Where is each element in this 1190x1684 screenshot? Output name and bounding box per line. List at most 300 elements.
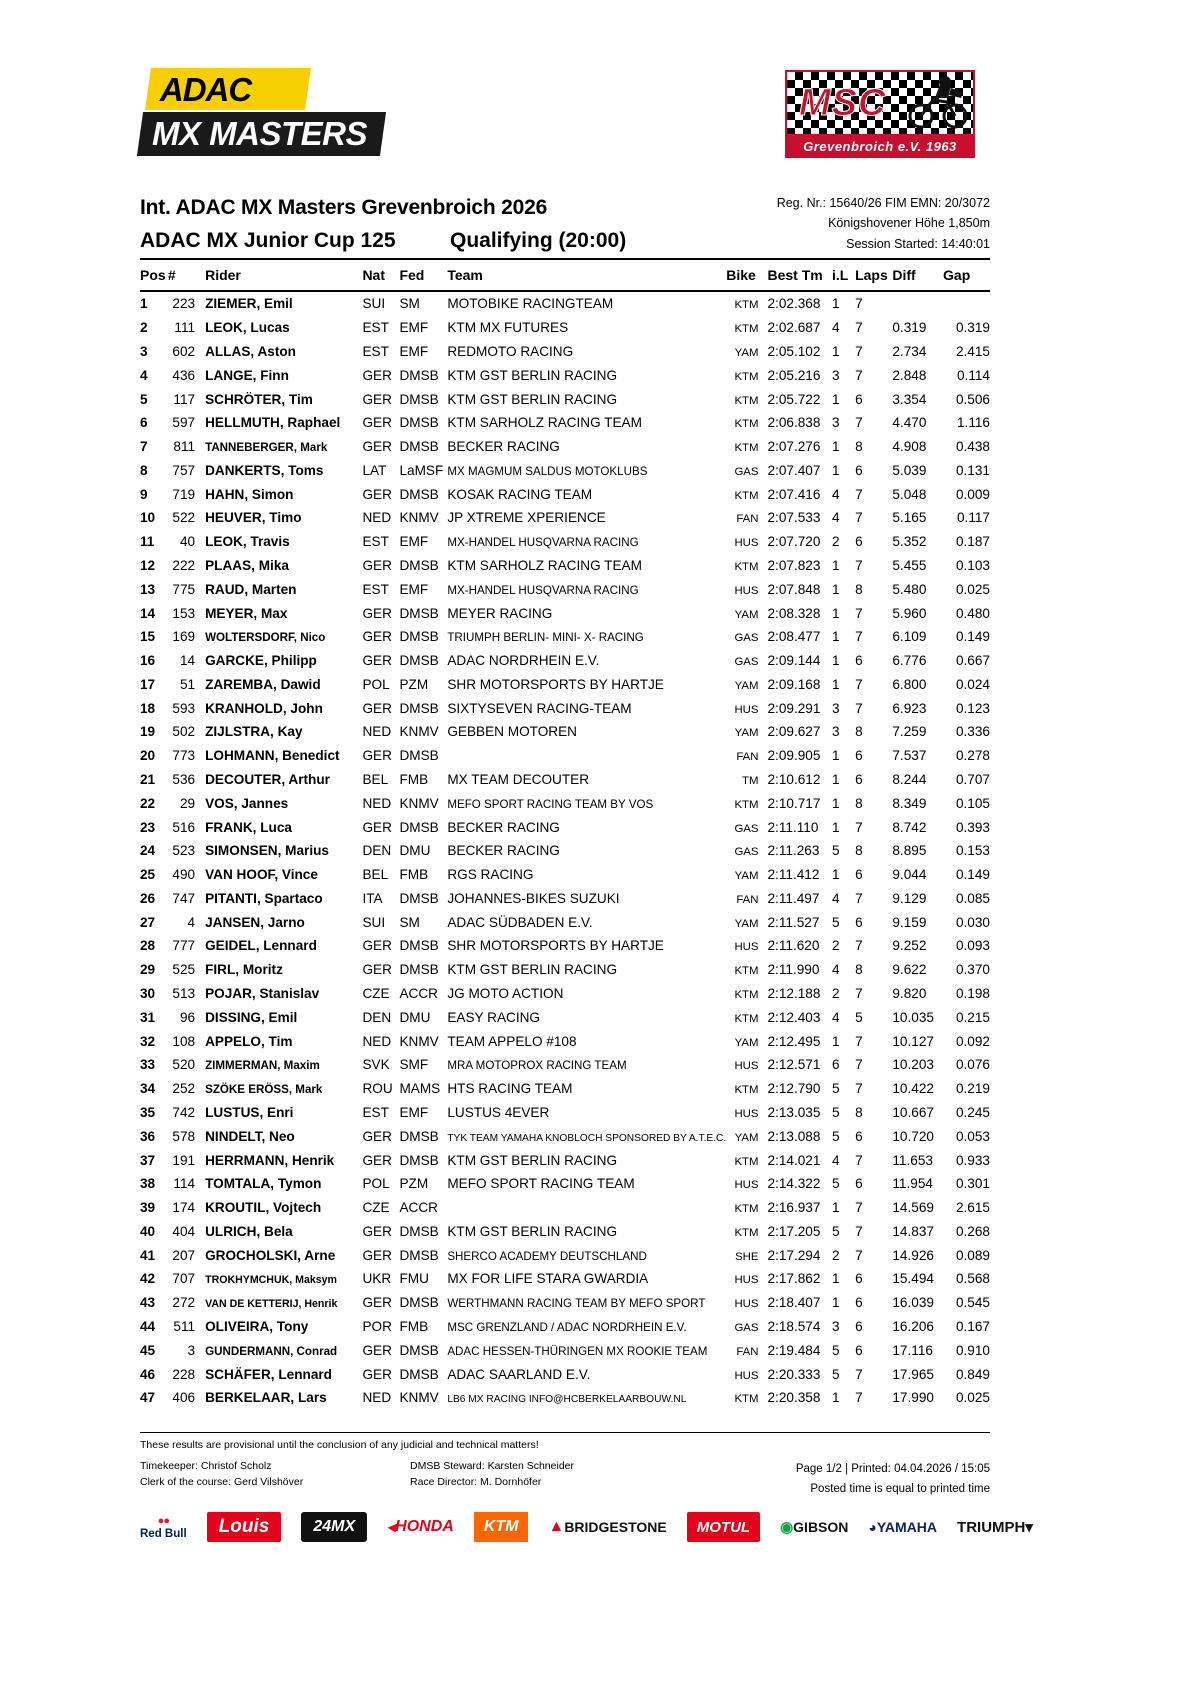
cell-rider-number: 191 <box>172 1152 196 1168</box>
cell-in-lap: 1 <box>832 795 840 811</box>
column-header-best-tm: Best Tm <box>768 259 833 291</box>
cell-laps: 7 <box>855 1057 863 1073</box>
cell-bike: KTM <box>734 1155 759 1168</box>
cell-federation: DMSB <box>399 391 439 407</box>
cell-laps: 6 <box>855 653 863 669</box>
cell-nationality: GER <box>362 557 392 573</box>
cell-diff: 2.848 <box>892 367 927 383</box>
cell-laps: 7 <box>855 343 863 359</box>
cell-position: 28 <box>140 938 156 954</box>
cell-nationality: NED <box>362 724 392 740</box>
table-row <box>140 673 990 697</box>
cell-team: KTM GST BERLIN RACING <box>447 1152 618 1168</box>
cell-in-lap: 5 <box>832 843 840 859</box>
table-row <box>140 1362 990 1386</box>
cell-federation: DMSB <box>399 938 439 954</box>
cell-nationality: GER <box>362 367 392 383</box>
table-row <box>140 1219 990 1243</box>
cell-best-time: 2:07.720 <box>767 534 821 550</box>
cell-gap: 0.219 <box>955 1081 990 1097</box>
cell-laps: 6 <box>855 1128 863 1144</box>
cell-rider-name: DECOUTER, Arthur <box>205 772 330 788</box>
cell-bike: HUS <box>734 1274 759 1287</box>
cell-nationality: GER <box>362 629 392 645</box>
cell-in-lap: 1 <box>832 1295 840 1311</box>
sponsor-label-louis: Louis <box>218 1516 270 1537</box>
table-row <box>140 1029 990 1053</box>
cell-nationality: GER <box>362 653 392 669</box>
cell-rider-number: 117 <box>173 391 196 407</box>
sponsor-logo-motul <box>687 1512 760 1542</box>
cell-laps: 7 <box>855 510 863 526</box>
cell-position: 47 <box>140 1390 156 1406</box>
cell-laps: 7 <box>855 1081 863 1097</box>
cell-rider-number: 51 <box>179 676 196 692</box>
cell-laps: 7 <box>855 486 863 502</box>
cell-rider-name: LOHMANN, Benedict <box>205 748 340 764</box>
cell-best-time: 2:17.862 <box>767 1271 821 1287</box>
cell-bike: YAM <box>734 917 759 930</box>
cell-rider-number: 757 <box>172 462 196 478</box>
cell-best-time: 2:20.333 <box>767 1366 821 1382</box>
cell-laps: 7 <box>855 1200 863 1216</box>
cell-diff: 2.734 <box>892 343 927 359</box>
column-header-team: Team <box>447 259 726 291</box>
cell-team: HTS RACING TEAM <box>447 1081 573 1097</box>
cell-team: TEAM APPELO #108 <box>447 1033 577 1049</box>
cell-federation: DMSB <box>399 700 439 716</box>
table-row <box>140 1077 990 1101</box>
cell-rider-name: TOMTALA, Tymon <box>205 1176 322 1192</box>
cell-rider-name: TROKHYMCHUK, Maksym <box>205 1274 337 1287</box>
cell-in-lap: 4 <box>832 510 840 526</box>
cell-rider-name: ZIMMERMAN, Maxim <box>205 1059 320 1073</box>
cell-rider-number: 114 <box>173 1176 196 1192</box>
cell-bike: KTM <box>734 1203 759 1216</box>
cell-diff: 4.908 <box>892 439 927 455</box>
cell-best-time: 2:12.790 <box>767 1081 821 1097</box>
cell-gap: 0.480 <box>955 605 990 621</box>
cell-laps: 6 <box>855 867 863 883</box>
sponsor-logo-bridgestone <box>548 1512 666 1542</box>
cell-gap: 0.025 <box>955 581 990 597</box>
cell-in-lap: 5 <box>832 1223 840 1239</box>
cell-bike: FAN <box>736 751 759 764</box>
cell-rider-number: 707 <box>172 1271 196 1287</box>
cell-in-lap: 1 <box>832 819 840 835</box>
cell-bike: KTM <box>734 370 759 383</box>
cell-diff: 8.742 <box>892 819 927 835</box>
cell-position: 43 <box>140 1295 156 1311</box>
cell-nationality: DEN <box>362 843 392 859</box>
cell-rider-name: SIMONSEN, Marius <box>205 843 329 859</box>
cell-gap: 0.167 <box>955 1318 990 1334</box>
cell-in-lap: 1 <box>832 653 840 669</box>
cell-position: 17 <box>140 676 156 692</box>
cell-laps: 5 <box>855 1009 863 1025</box>
cell-rider-name: ZIEMER, Emil <box>205 296 293 312</box>
gibson-mark-icon: ◉ <box>780 1519 794 1536</box>
cell-position: 35 <box>140 1104 156 1120</box>
cell-team: KTM GST BERLIN RACING <box>447 1223 618 1239</box>
cell-position: 31 <box>140 1009 156 1025</box>
adac-logo-top-bar <box>145 68 311 110</box>
cell-rider-number: 108 <box>172 1033 196 1049</box>
cell-in-lap: 4 <box>832 962 840 978</box>
cell-laps: 7 <box>855 1247 863 1263</box>
cell-bike: FAN <box>736 513 759 526</box>
cell-diff: 9.820 <box>892 986 927 1002</box>
cell-nationality: EST <box>362 581 389 597</box>
adac-mx-masters-logo <box>140 68 390 158</box>
cell-team: TRIUMPH BERLIN- MINI- X- RACING <box>447 631 644 645</box>
cell-rider-number: 14 <box>179 653 196 669</box>
cell-laps: 6 <box>855 1318 863 1334</box>
cell-rider-number: 522 <box>172 510 196 526</box>
cell-best-time: 2:14.021 <box>767 1152 821 1168</box>
cell-in-lap: 5 <box>832 1176 840 1192</box>
footer-block <box>140 1438 990 1499</box>
sponsor-bar <box>140 1505 1045 1549</box>
cell-bike: KTM <box>734 299 759 312</box>
cell-gap: 0.393 <box>955 819 990 835</box>
table-row <box>140 696 990 720</box>
cell-position: 1 <box>140 296 148 312</box>
cell-bike: KTM <box>734 1226 759 1239</box>
cell-team: MOTOBIKE RACINGTEAM <box>447 296 614 312</box>
cell-gap: 0.849 <box>955 1366 990 1382</box>
table-row <box>140 1386 990 1410</box>
cell-rider-number: 516 <box>172 819 196 835</box>
cell-best-time: 2:02.687 <box>767 320 821 336</box>
cell-diff: 5.352 <box>892 534 927 550</box>
table-row <box>140 910 990 934</box>
cell-diff: 5.039 <box>892 462 927 478</box>
sponsor-label-yamaha: YAMAHA <box>876 1519 938 1535</box>
msc-logo-footer-text: Grevenbroich e.V. 1963 <box>785 136 975 158</box>
table-row <box>140 1267 990 1291</box>
cell-nationality: SVK <box>362 1057 390 1073</box>
cell-in-lap: 1 <box>832 676 840 692</box>
table-row <box>140 363 990 387</box>
cell-bike: YAM <box>734 870 759 883</box>
cell-gap: 0.053 <box>955 1128 990 1144</box>
cell-best-time: 2:14.322 <box>767 1176 821 1192</box>
cell-position: 27 <box>140 914 156 930</box>
results-table-body <box>140 291 990 1410</box>
table-row <box>140 1196 990 1220</box>
cell-rider-name: HELLMUTH, Raphael <box>205 415 341 431</box>
cell-federation: KNMV <box>399 1390 439 1406</box>
cell-laps: 7 <box>855 1152 863 1168</box>
cell-rider-name: RAUD, Marten <box>205 581 297 597</box>
cell-bike: SHE <box>735 1250 759 1263</box>
cell-position: 45 <box>140 1342 156 1358</box>
cell-team: EASY RACING <box>447 1009 540 1025</box>
cell-best-time: 2:12.495 <box>767 1033 821 1049</box>
cell-best-time: 2:11.110 <box>767 819 819 835</box>
cell-nationality: EST <box>362 320 389 336</box>
cell-laps: 8 <box>855 439 863 455</box>
cell-rider-number: 3 <box>187 1342 196 1358</box>
cell-team: ADAC SÜDBADEN E.V. <box>447 914 593 930</box>
cell-rider-name: GUNDERMANN, Conrad <box>205 1344 338 1358</box>
cell-laps: 8 <box>855 1104 863 1120</box>
cell-nationality: GER <box>362 748 392 764</box>
cell-best-time: 2:12.403 <box>767 1009 821 1025</box>
cell-federation: KNMV <box>399 795 439 811</box>
cell-nationality: EST <box>362 534 389 550</box>
cell-rider-number: 777 <box>172 938 196 954</box>
cell-bike: GAS <box>734 846 759 859</box>
cell-gap: 0.215 <box>955 1009 990 1025</box>
triumph-mark-icon: ▾ <box>1025 1519 1033 1536</box>
class-title: ADAC MX Junior Cup 125 <box>140 229 396 252</box>
cell-position: 25 <box>140 867 156 883</box>
cell-laps: 7 <box>855 819 863 835</box>
cell-rider-name: OLIVEIRA, Tony <box>205 1318 309 1334</box>
cell-diff: 0.319 <box>892 320 927 336</box>
cell-laps: 6 <box>855 1176 863 1192</box>
table-row <box>140 839 990 863</box>
sponsor-label-gibson: GIBSON <box>793 1519 849 1535</box>
cell-diff: 7.259 <box>892 724 927 740</box>
sponsor-logo-red-bull <box>140 1512 187 1542</box>
cell-bike: YAM <box>734 679 759 692</box>
cell-best-time: 2:11.620 <box>767 938 820 954</box>
cell-position: 19 <box>140 724 156 740</box>
cell-nationality: POL <box>362 676 390 692</box>
cell-laps: 7 <box>855 1366 863 1382</box>
column-header-laps: Laps <box>855 259 892 291</box>
cell-rider-number: 174 <box>172 1200 196 1216</box>
cell-nationality: GER <box>362 1223 392 1239</box>
cell-rider-number: 222 <box>172 557 196 573</box>
cell-nationality: BEL <box>362 867 389 883</box>
table-row <box>140 1172 990 1196</box>
cell-nationality: POR <box>362 1318 392 1334</box>
table-row <box>140 958 990 982</box>
cell-bike: HUS <box>734 941 759 954</box>
yamaha-tuning-fork-icon: ◕ <box>868 1519 877 1535</box>
cell-nationality: ROU <box>362 1081 393 1097</box>
cell-rider-name: DANKERTS, Toms <box>205 462 324 478</box>
cell-in-lap: 1 <box>832 1033 840 1049</box>
msc-grevenbroich-logo <box>785 70 975 162</box>
cell-gap: 0.301 <box>955 1176 990 1192</box>
cell-best-time: 2:08.477 <box>767 629 821 645</box>
cell-laps: 6 <box>855 1271 863 1287</box>
cell-diff: 8.895 <box>892 843 927 859</box>
cell-federation: MAMS <box>399 1081 441 1097</box>
cell-federation: DMSB <box>399 1152 439 1168</box>
cell-gap: 0.114 <box>956 367 990 383</box>
cell-laps: 8 <box>855 581 863 597</box>
cell-gap <box>943 291 990 316</box>
cell-laps: 7 <box>855 890 863 906</box>
cell-nationality: EST <box>362 1104 389 1120</box>
cell-rider-number: 223 <box>172 296 196 312</box>
cell-gap: 0.089 <box>955 1247 990 1263</box>
cell-gap: 0.030 <box>955 914 990 930</box>
cell-gap: 0.438 <box>955 439 990 455</box>
cell-gap: 0.910 <box>955 1342 990 1358</box>
cell-diff: 10.720 <box>892 1128 934 1144</box>
cell-rider-name: FRANK, Luca <box>205 819 292 835</box>
cell-in-lap: 4 <box>832 890 840 906</box>
cell-diff: 6.109 <box>892 629 927 645</box>
column-header-number: # <box>168 259 205 291</box>
cell-team: MX-HANDEL HUSQVARNA RACING <box>447 536 639 550</box>
cell-in-lap: 1 <box>832 296 840 312</box>
cell-diff: 14.837 <box>892 1223 934 1239</box>
cell-gap: 0.245 <box>955 1104 990 1120</box>
cell-gap: 0.024 <box>955 676 990 692</box>
table-row <box>140 768 990 792</box>
cell-best-time: 2:09.168 <box>767 676 821 692</box>
cell-laps: 6 <box>855 462 863 478</box>
cell-rider-name: VAN DE KETTERIJ, Henrik <box>205 1298 338 1311</box>
cell-gap: 0.093 <box>955 938 990 954</box>
cell-in-lap: 1 <box>832 748 840 764</box>
cell-rider-name: POJAR, Stanislav <box>205 986 320 1002</box>
cell-team: JG MOTO ACTION <box>447 986 564 1002</box>
cell-diff: 17.116 <box>892 1342 933 1358</box>
table-row <box>140 1053 990 1077</box>
cell-rider-name: APPELO, Tim <box>205 1033 293 1049</box>
cell-in-lap: 4 <box>832 1009 840 1025</box>
cell-best-time: 2:07.416 <box>767 486 821 502</box>
cell-laps: 6 <box>855 391 863 407</box>
cell-nationality: UKR <box>362 1271 392 1287</box>
cell-federation: SMF <box>399 1057 429 1073</box>
cell-team: SHERCO ACADEMY DEUTSCHLAND <box>447 1249 647 1263</box>
cell-team: RGS RACING <box>447 867 534 883</box>
table-row <box>140 1243 990 1267</box>
cell-nationality: GER <box>362 1152 392 1168</box>
cell-nationality: GER <box>362 1366 392 1382</box>
sponsor-label-triumph: TRIUMPH <box>957 1518 1026 1536</box>
sponsor-logo-gibson <box>780 1512 848 1542</box>
cell-best-time: 2:05.102 <box>767 343 821 359</box>
cell-team: ADAC HESSEN-THÜRINGEN MX ROOKIE TEAM <box>447 1344 708 1358</box>
cell-gap: 0.187 <box>955 534 990 550</box>
cell-position: 40 <box>140 1223 156 1239</box>
cell-diff: 5.455 <box>892 557 927 573</box>
cell-best-time: 2:20.358 <box>767 1390 821 1406</box>
cell-bike: YAM <box>734 727 759 740</box>
cell-diff <box>892 291 943 316</box>
cell-best-time: 2:11.527 <box>767 914 820 930</box>
cell-rider-number: 29 <box>179 795 196 811</box>
cell-in-lap: 1 <box>832 462 840 478</box>
cell-best-time: 2:09.627 <box>767 724 821 740</box>
cell-nationality: GER <box>362 700 392 716</box>
cell-position: 15 <box>140 629 156 645</box>
cell-bike: HUS <box>734 537 759 550</box>
cell-bike: GAS <box>734 1321 759 1334</box>
cell-federation: DMSB <box>399 629 439 645</box>
cell-rider-name: ZAREMBA, Dawid <box>205 676 321 692</box>
cell-team: MEFO SPORT RACING TEAM <box>447 1176 635 1192</box>
cell-bike: KTM <box>734 965 759 978</box>
cell-rider-name: VAN HOOF, Vince <box>205 867 318 883</box>
table-row <box>140 1101 990 1125</box>
cell-laps: 7 <box>855 1033 863 1049</box>
table-row <box>140 934 990 958</box>
cell-rider-number: 525 <box>172 962 196 978</box>
cell-rider-number: 272 <box>172 1295 196 1311</box>
cell-rider-name: KROUTIL, Vojtech <box>205 1200 322 1216</box>
cell-federation: DMSB <box>399 653 439 669</box>
cell-rider-name: NINDELT, Neo <box>205 1128 295 1144</box>
table-row <box>140 316 990 340</box>
sponsor-logo-yamaha <box>868 1512 937 1542</box>
cell-in-lap: 3 <box>832 700 840 716</box>
cell-best-time: 2:07.823 <box>767 557 821 573</box>
cell-diff: 9.159 <box>892 914 927 930</box>
bridgestone-mark-icon: ▲ <box>548 1518 565 1535</box>
cell-nationality: NED <box>362 1390 392 1406</box>
cell-diff: 9.622 <box>892 962 927 978</box>
cell-federation: ACCR <box>399 986 438 1002</box>
cell-laps: 7 <box>855 1390 863 1406</box>
cell-bike: KTM <box>734 1393 759 1406</box>
cell-team: LB6 MX RACING INFO@HCBERKELAARBOUW.NL <box>447 1394 687 1406</box>
table-row <box>140 291 990 316</box>
cell-best-time: 2:07.407 <box>767 462 821 478</box>
cell-gap: 0.085 <box>955 890 990 906</box>
cell-position: 34 <box>140 1081 156 1097</box>
cell-position: 13 <box>140 581 156 597</box>
cell-gap: 0.149 <box>955 629 990 645</box>
cell-diff: 17.990 <box>892 1390 934 1406</box>
cell-nationality: NED <box>362 510 392 526</box>
cell-rider-name: KRANHOLD, John <box>205 700 323 716</box>
cell-rider-name: PLAAS, Mika <box>205 557 289 573</box>
cell-bike: KTM <box>734 1012 759 1025</box>
cell-position: 22 <box>140 795 156 811</box>
cell-federation: KNMV <box>399 1033 439 1049</box>
cell-laps: 7 <box>855 415 863 431</box>
cell-diff: 11.653 <box>892 1152 933 1168</box>
table-row <box>140 791 990 815</box>
table-row <box>140 411 990 435</box>
cell-position: 39 <box>140 1200 156 1216</box>
cell-nationality: GER <box>362 1128 392 1144</box>
cell-best-time: 2:12.571 <box>767 1057 821 1073</box>
cell-rider-name: SCHRÖTER, Tim <box>205 391 313 407</box>
cell-in-lap: 4 <box>832 1152 840 1168</box>
cell-rider-number: 436 <box>172 367 196 383</box>
cell-rider-number: 811 <box>173 439 196 455</box>
cell-nationality: GER <box>362 486 392 502</box>
table-row <box>140 982 990 1006</box>
cell-best-time: 2:13.088 <box>767 1128 821 1144</box>
cell-nationality: GER <box>362 605 392 621</box>
cell-position: 44 <box>140 1318 156 1334</box>
cell-best-time: 2:11.412 <box>767 867 820 883</box>
cell-rider-name: ZIJLSTRA, Kay <box>205 724 303 740</box>
cell-position: 12 <box>140 557 156 573</box>
table-row <box>140 554 990 578</box>
table-row <box>140 863 990 887</box>
cell-team: WERTHMANN RACING TEAM BY MEFO SPORT <box>447 1297 706 1311</box>
cell-rider-name: MEYER, Max <box>205 605 288 621</box>
cell-in-lap: 2 <box>832 986 840 1002</box>
cell-laps: 7 <box>855 605 863 621</box>
cell-position: 36 <box>140 1128 156 1144</box>
